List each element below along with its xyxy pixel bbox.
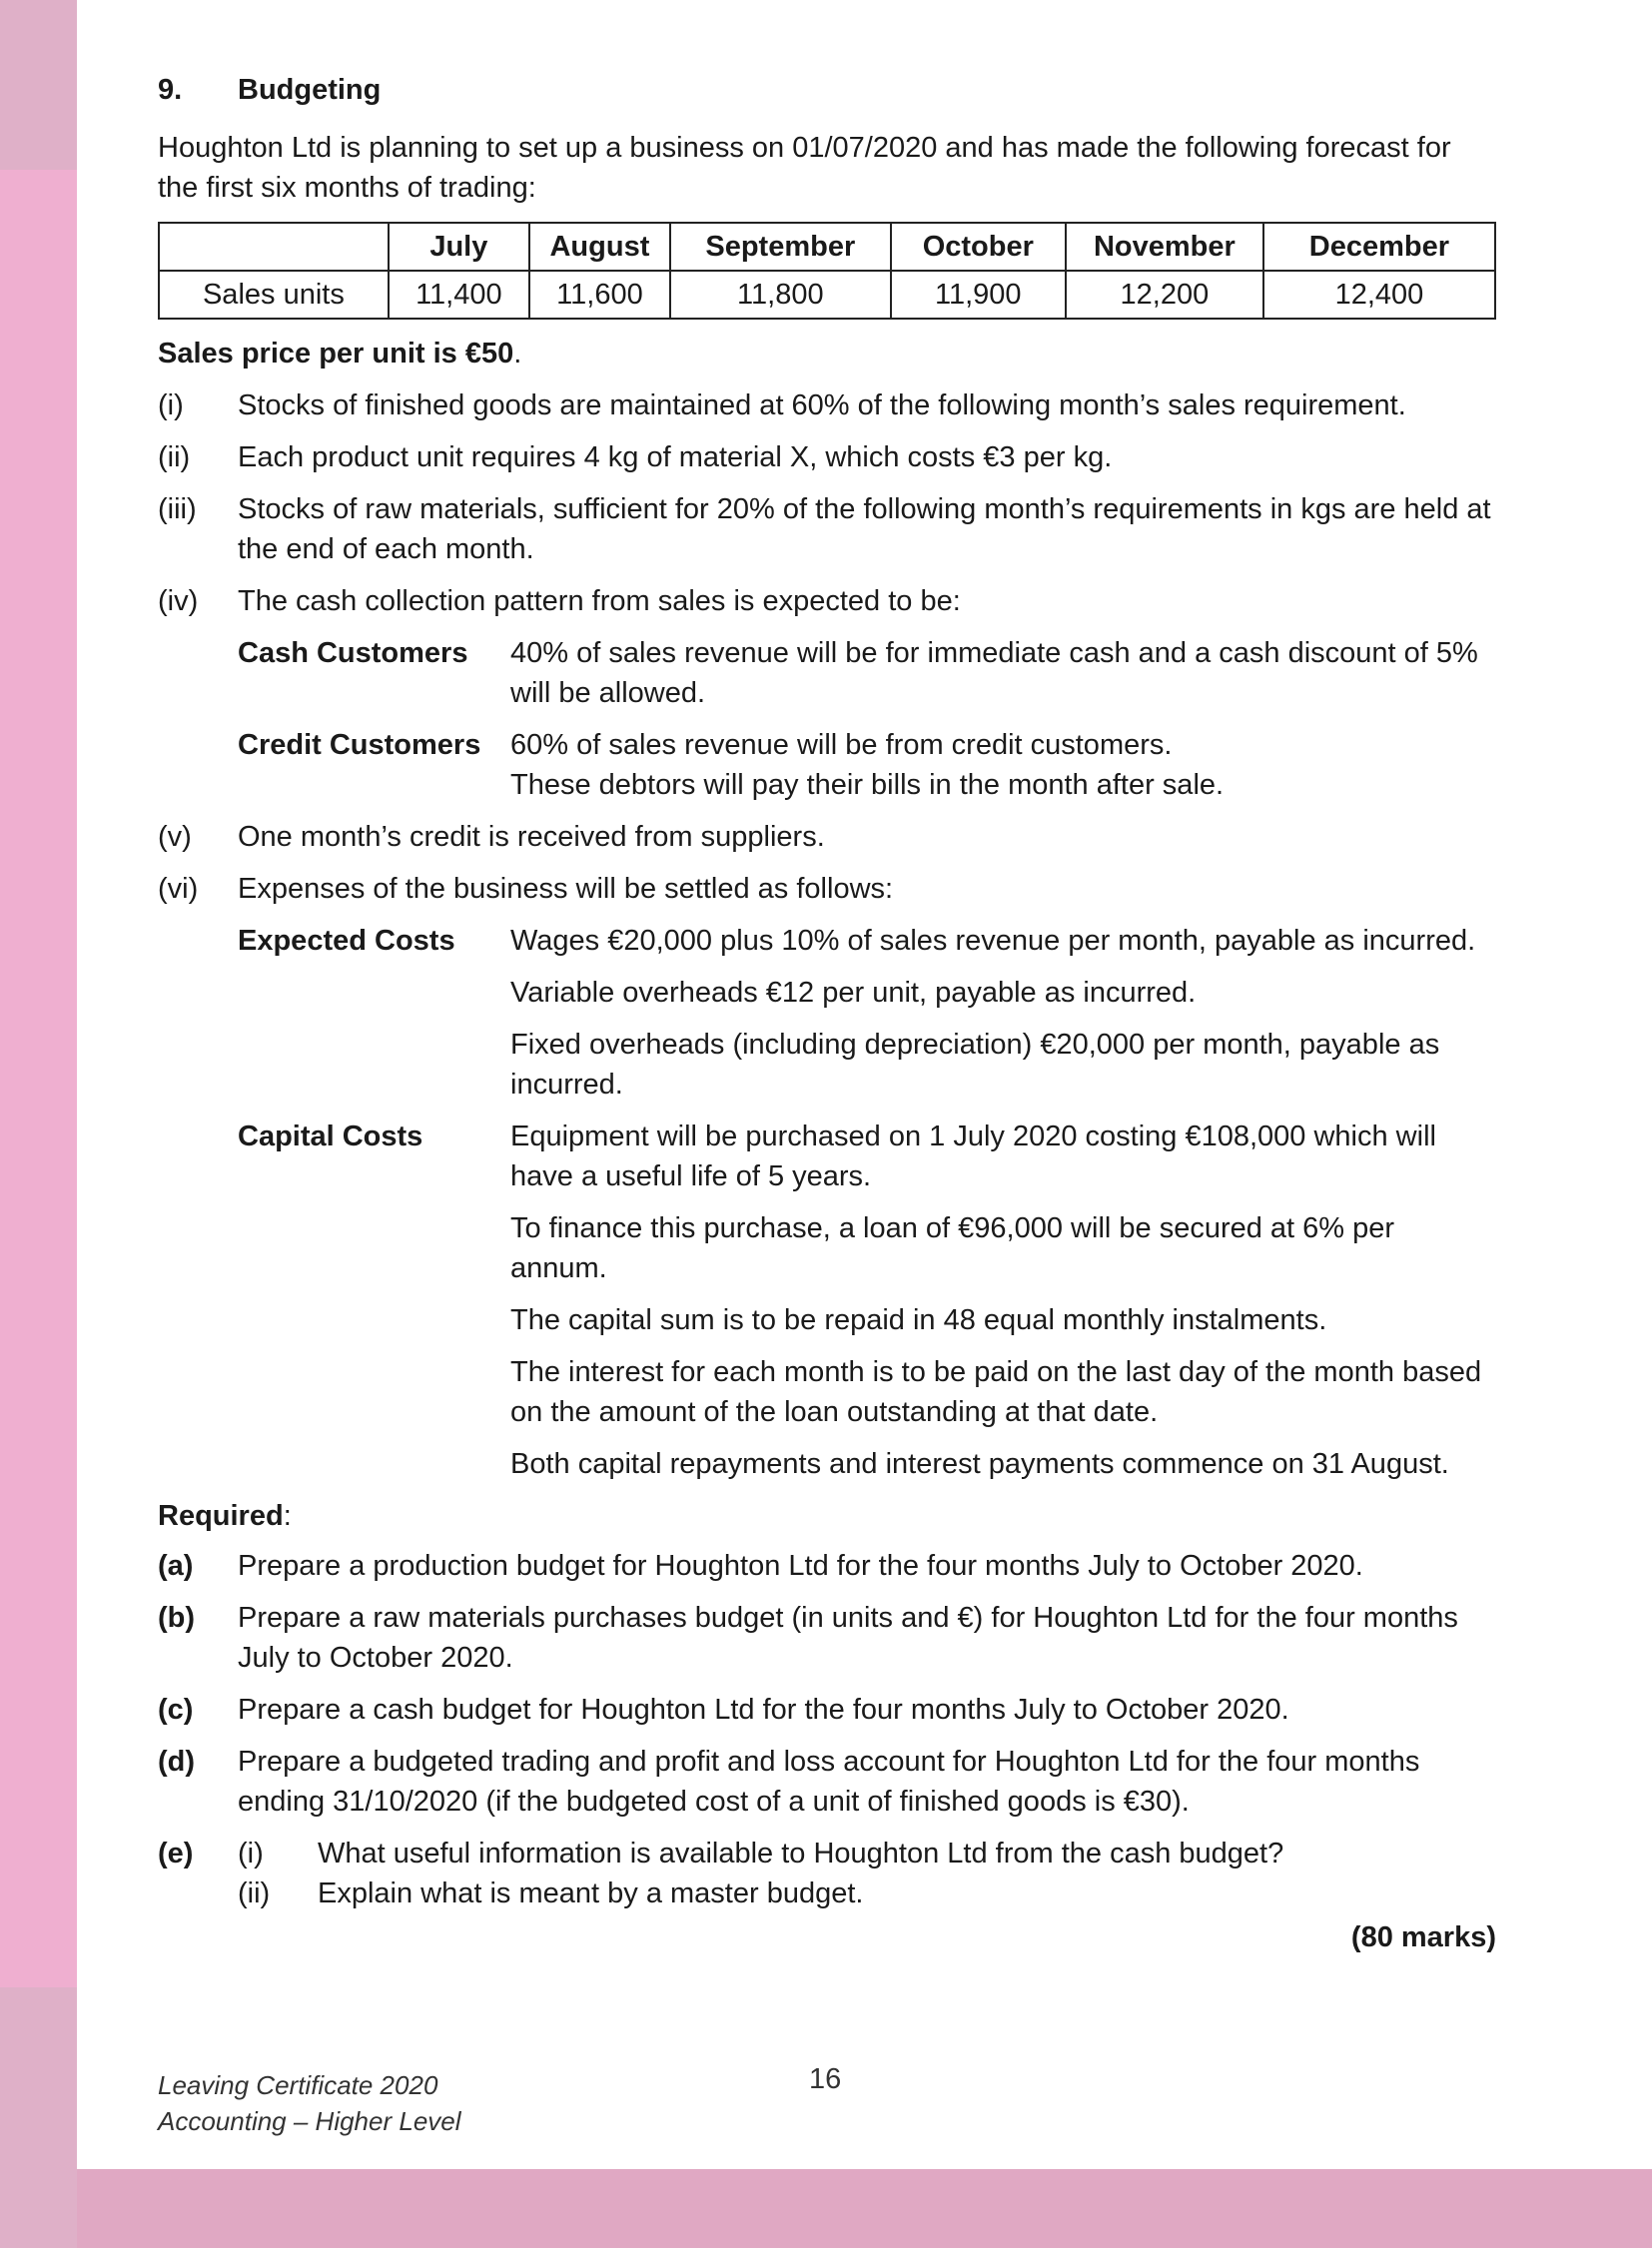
part-label: (a)	[158, 1550, 194, 1582]
item-label: (ii)	[158, 441, 191, 473]
part-text: Prepare a cash budget for Houghton Ltd for the four months July to October 2020.	[238, 1694, 1289, 1726]
expected-costs-label: Expected Costs	[238, 925, 455, 957]
cash-customers-text: 40% of sales revenue will be for immediate cash and a cash discount of 5% will be allowed.	[510, 637, 1478, 709]
table-cell: 11,400	[389, 271, 529, 319]
part-text: Prepare a production budget for Houghton Ltd for the four months July to October 2020.	[238, 1550, 1363, 1582]
item-label: (vi)	[158, 873, 199, 905]
required-part	[158, 1690, 1496, 1730]
list-item	[158, 437, 1496, 477]
item-label: (i)	[158, 389, 184, 421]
credit-customers-label: Credit Customers	[238, 729, 481, 761]
required-heading: Required:	[158, 1500, 292, 1532]
table-header-row	[159, 223, 1495, 271]
exam-page	[158, 70, 1496, 1957]
capital-costs-label: Capital Costs	[238, 1121, 423, 1152]
table-header-cell: October	[891, 223, 1066, 271]
page-number: 16	[809, 2063, 842, 2095]
footer-exam-info	[158, 2067, 461, 2139]
marks-total: (80 marks)	[1350, 1921, 1496, 1953]
part-label: (c)	[158, 1694, 194, 1726]
table-cell: 11,600	[529, 271, 670, 319]
required-part	[158, 1546, 1496, 1586]
question-title: Budgeting	[238, 74, 382, 106]
table-cell: 12,200	[1066, 271, 1263, 319]
capital-cost-line: The interest for each month is to be paid on the last day of the month based on the amount of the loan outstanding at that date.	[510, 1356, 1482, 1428]
part-text: Prepare a raw materials purchases budget (in units and €) for Houghton Ltd for the four months July to October 2020.	[238, 1602, 1458, 1674]
item-text: Stocks of raw materials, sufficient for 20% of the following month’s requirements in kgs are held at the end of each month.	[238, 493, 1491, 565]
list-item	[158, 581, 1496, 805]
list-item	[158, 489, 1496, 569]
table-header-cell: August	[529, 223, 670, 271]
sub-part-text: Explain what is meant by a master budget.	[318, 1877, 864, 1909]
cash-customers-row	[238, 633, 1496, 713]
capital-cost-line: Both capital repayments and interest payments commence on 31 August.	[510, 1448, 1449, 1480]
table-row-label: Sales units	[159, 271, 389, 319]
item-text: The cash collection pattern from sales is expected to be:	[238, 585, 961, 617]
table-header-cell: July	[389, 223, 529, 271]
question-heading	[158, 70, 1496, 110]
part-label: (b)	[158, 1602, 196, 1634]
footer-line: Accounting – Higher Level	[158, 2106, 461, 2136]
credit-customers-line: 60% of sales revenue will be from credit customers.	[510, 729, 1173, 761]
part-text: Prepare a budgeted trading and profit and loss account for Houghton Ltd for the four months ending 31/10/2020 (if the budgeted cost of a unit of finished goods is €30).	[238, 1746, 1420, 1818]
left-decor-band-top	[0, 0, 77, 170]
bottom-decor-band	[77, 2169, 1652, 2248]
sales-price-note: Sales price per unit is €50.	[158, 338, 522, 370]
item-text: Stocks of finished goods are maintained at 60% of the following month’s sales requirement.	[238, 389, 1406, 421]
list-item	[158, 385, 1496, 425]
table-row	[159, 271, 1495, 319]
question-number: 9.	[158, 74, 183, 106]
expected-cost-line: Fixed overheads (including depreciation) €20,000 per month, payable as incurred.	[510, 1029, 1440, 1101]
table-header-cell: December	[1263, 223, 1495, 271]
table-header-cell: November	[1066, 223, 1263, 271]
item-label: (v)	[158, 821, 192, 853]
table-cell: 11,900	[891, 271, 1066, 319]
item-text: Each product unit requires 4 kg of material X, which costs €3 per kg.	[238, 441, 1113, 473]
item-text: One month’s credit is received from suppliers.	[238, 821, 825, 853]
sub-part-text: What useful information is available to Houghton Ltd from the cash budget?	[318, 1838, 1284, 1870]
sales-forecast-table	[158, 222, 1496, 320]
question-intro: Houghton Ltd is planning to set up a business on 01/07/2020 and has made the following forecast for the first six months of trading:	[158, 132, 1451, 204]
sub-part-label: (i)	[238, 1838, 264, 1870]
table-header-cell	[159, 223, 389, 271]
footer-line: Leaving Certificate 2020	[158, 2070, 438, 2100]
cash-customers-label: Cash Customers	[238, 637, 468, 669]
item-text: Expenses of the business will be settled as follows:	[238, 873, 894, 905]
capital-cost-line: To finance this purchase, a loan of €96,000 will be secured at 6% per annum.	[510, 1212, 1395, 1284]
required-part	[158, 1742, 1496, 1822]
credit-customers-line: These debtors will pay their bills in the month after sale.	[510, 769, 1225, 801]
table-cell: 12,400	[1263, 271, 1495, 319]
list-item	[158, 817, 1496, 857]
left-decor-band	[0, 0, 77, 2248]
expected-costs-row	[238, 921, 1496, 1117]
sub-part-label: (ii)	[238, 1877, 271, 1909]
expected-cost-line: Variable overheads €12 per unit, payable as incurred.	[510, 977, 1197, 1009]
capital-cost-line: The capital sum is to be repaid in 48 equal monthly instalments.	[510, 1304, 1327, 1336]
required-part	[158, 1598, 1496, 1678]
item-label: (iv)	[158, 585, 199, 617]
left-decor-band-bottom	[0, 1987, 77, 2248]
required-part	[158, 1834, 1496, 1913]
sub-part	[238, 1873, 1496, 1913]
part-label: (e)	[158, 1838, 194, 1870]
list-item	[158, 869, 1496, 1484]
sub-part	[238, 1834, 1496, 1873]
table-cell: 11,800	[670, 271, 891, 319]
capital-cost-line: Equipment will be purchased on 1 July 2020 costing €108,000 which will have a useful life of 5 years.	[510, 1121, 1436, 1192]
credit-customers-row	[238, 725, 1496, 805]
part-label: (d)	[158, 1746, 196, 1778]
expected-cost-line: Wages €20,000 plus 10% of sales revenue per month, payable as incurred.	[510, 925, 1476, 957]
item-label: (iii)	[158, 493, 197, 525]
table-header-cell: September	[670, 223, 891, 271]
capital-costs-row	[238, 1117, 1496, 1484]
